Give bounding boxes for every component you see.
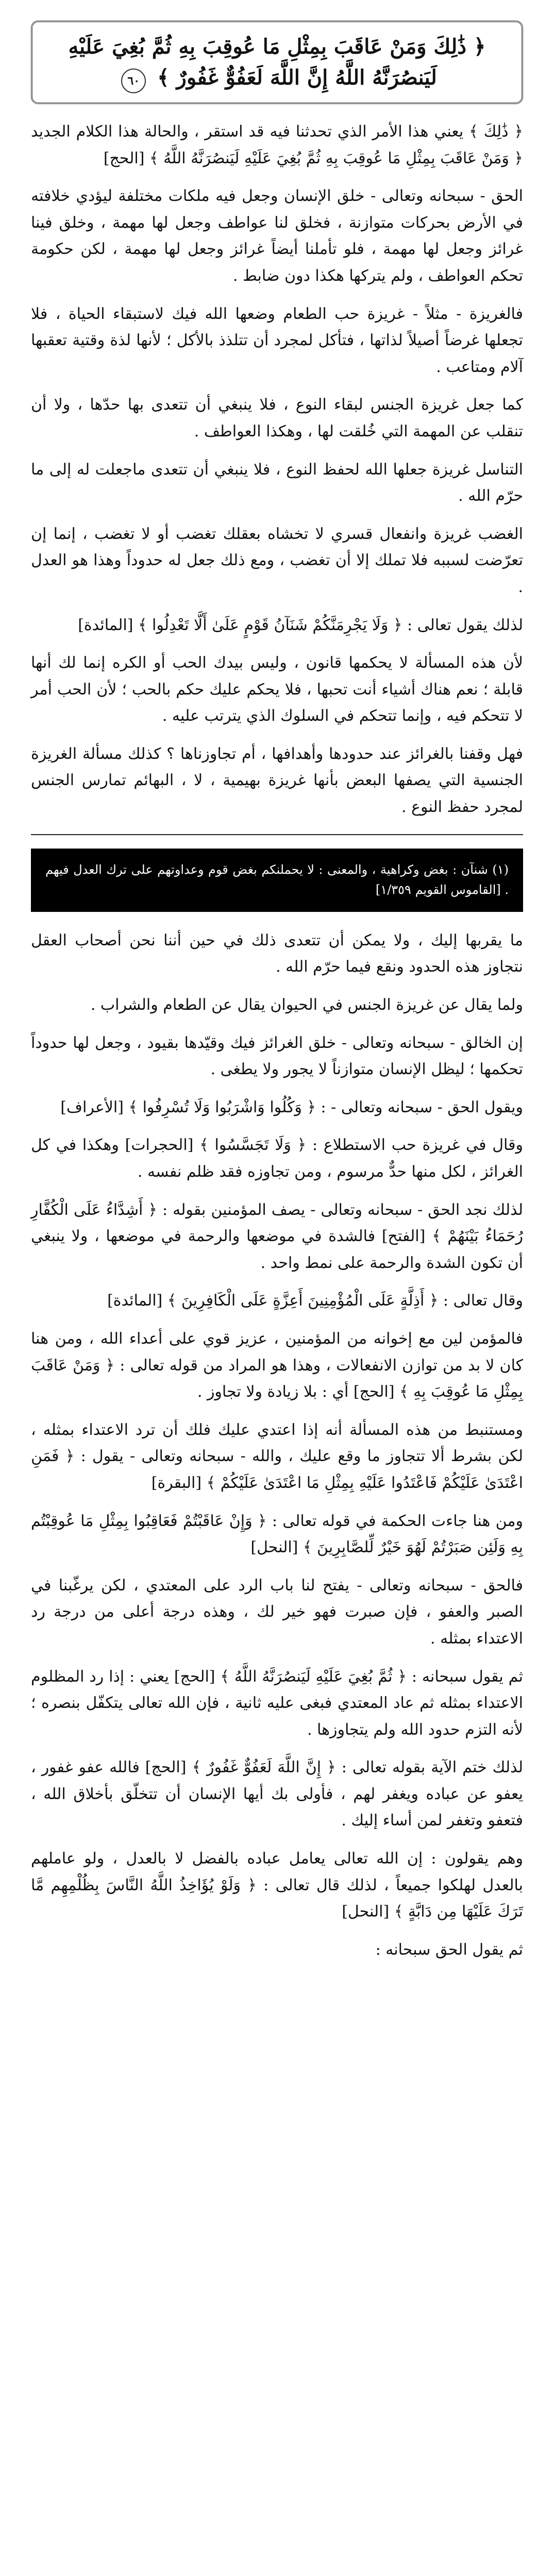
paragraph: ثم يقول الحق سبحانه : [375,1940,523,1959]
paragraph: ﴿ ذَٰلِكَ ﴾ يعني هذا الأمر الذي تحدثنا فيه قد استقر ، والحالة هذا الكلام الجديد ﴿ وَمَنْ عَاقَبَ بِمِثْلِ مَا عُوقِبَ بِهِ ثُمَّ بُغِيَ عَلَيْهِ لَيَنصُرَنَّهُ اللَّهُ ﴾ [الحج] [31,123,523,167]
paragraph: ثم يقول سبحانه : ﴿ ثُمَّ بُغِيَ عَلَيْهِ لَيَنصُرَنَّهُ اللَّهُ ﴾ [الحج] يعني : إذا رد المظلوم الاعتداء بمثله ثم عاد المعتدي فبغى عليه ثانية ، فإن الله تعالى يتكفّل بنصره ؛ لأنه التزم حدود الله ولم يتجاوزها . [31,1667,523,1739]
paragraph: الغضب غريزة وانفعال قسري لا تخشاه بعقلك تغضب أو لا تغضب ، إنما إن تعرّضت لسببه فلا تملك إلا أن تغضب ، ومع ذلك جعل له حدوداً وهذا هو العدل . [31,524,523,596]
paragraph: ومستنبط من هذه المسألة أنه إذا اعتدي عليك فلك أن ترد الاعتداء بمثله ، لكن بشرط ألا تتجاوز ما وقع عليك ، والله - سبحانه وتعالى - يقول : ﴿ فَمَنِ اعْتَدَىٰ عَلَيْكُمْ فَاعْتَدُوا عَلَيْهِ بِمِثْلِ مَا اعْتَدَىٰ عَلَيْكُمْ ﴾ [البقرة] [31,1420,523,1492]
paragraph: فالحق - سبحانه وتعالى - يفتح لنا باب الرد على المعتدي ، لكن يرغّبنا في الصبر والعفو ، فإن صبرت فهو خير لك ، وهذه درجة أعلى من درجة رد الاعتداء بمثله . [31,1576,523,1648]
paragraph: ومن هنا جاءت الحكمة في قوله تعالى : ﴿ وَإِنْ عَاقَبْتُمْ فَعَاقِبُوا بِمِثْلِ مَا عُوقِبْتُم بِهِ وَلَئِن صَبَرْتُمْ لَهُوَ خَيْرٌ لِّلصَّابِرِينَ ﴾ [النحل] [31,1512,523,1557]
verse-number: ٦٠ [121,69,146,93]
footnote: (١) شنآن : بغض وكراهية ، والمعنى : لا يحملنكم بغض قوم وعداوتهم على ترك العدل فيهم . [القاموس القويم ١/٣٥٩] [31,849,523,912]
verse-text: ﴿ ذَٰلِكَ وَمَنْ عَاقَبَ بِمِثْلِ مَا عُوقِبَ بِهِ ثُمَّ بُغِيَ عَلَيْهِ لَيَنصُرَنَّهُ اللَّهُ إِنَّ اللَّهَ لَعَفُوٌّ غَفُورٌ ﴾ [68,35,486,90]
paragraph: إن الخالق - سبحانه وتعالى - خلق الغرائز فيك وقيّدها بقيود ، وجعل لها حدوداً تحكمها ؛ ليظل الإنسان متوازناً لا يجور ولا يطغى . [31,1033,523,1079]
paragraph: لذلك نجد الحق - سبحانه وتعالى - يصف المؤمنين بقوله : ﴿ أَشِدَّاءُ عَلَى الْكُفَّارِ رُحَمَاءُ بَيْنَهُمْ ﴾ [الفتح] فالشدة في موضعها والرحمة في موضعها ، ولا ينبغي أن تكون الشدة والرحمة على نمط واحد . [31,1200,523,1272]
paragraph: لأن هذه المسألة لا يحكمها قانون ، وليس بيدك الحب أو الكره إنما لك أنها قابلة ؛ نعم هناك أشياء أنت تحبها ، فلا يحكم عليك حكم بالحب ؛ لأن الحب أمر لا تتحكم فيه ، وإنما تتحكم في السلوك الذي يترتب عليه . [31,654,523,725]
paragraph: ما يقربها إليك ، ولا يمكن أن تتعدى ذلك في حين أننا نحن أصحاب العقل نتجاوز هذه الحدود ونقع فيما حرّم الله . [31,931,523,976]
paragraph: ولما يقال عن غريزة الجنس في الحيوان يقال عن الطعام والشراب . [90,996,523,1014]
paragraph: لذلك يقول تعالى : ﴿ وَلَا يَجْرِمَنَّكُمْ شَنَآنُ قَوْمٍ عَلَىٰ أَلَّا تَعْدِلُوا ﴾ [المائدة] [78,616,523,634]
paragraph: لذلك ختم الآية بقوله تعالى : ﴿ إِنَّ اللَّهَ لَعَفُوٌّ غَفُورٌ ﴾ [الحج] فالله عفو غفور ، يعفو عن عباده ويغفر لهم ، فأولى بك أيها الإنسان أن تتخلّق بأخلاق الله ، فتعفو وتغفر لمن أساء إليك . [31,1758,523,1830]
paragraph: كما جعل غريزة الجنس لبقاء النوع ، فلا ينبغي أن تتعدى بها حدّها ، ولا أن تنقلب عن المهمة التي خُلقت لها ، وهكذا العواطف . [31,396,523,440]
paragraph: فالمؤمن لين مع إخوانه من المؤمنين ، عزيز قوي على أعداء الله ، ومن هنا كان لا بد من توازن الانفعالات ، وهذا هو المراد من قوله تعالى : ﴿ وَمَنْ عَاقَبَ بِمِثْلِ مَا عُوقِبَ بِهِ ﴾ [الحج] أي : بلا زيادة ولا تجاوز . [31,1329,523,1401]
paragraph: فهل وقفنا بالغرائز عند حدودها وأهدافها ، أم تجاوزناها ؟ كذلك مسألة الغريزة الجنسية التي يصفها البعض بأنها غريزة بهيمية ، لا ، البهائم تمارس الجنس لمجرد حفظ النوع . [31,744,523,817]
paragraph: ويقول الحق - سبحانه وتعالى - : ﴿ وَكُلُوا وَاشْرَبُوا وَلَا تُسْرِفُوا ﴾ [الأعراف] [60,1098,523,1116]
paragraph: فالغريزة - مثلاً - غريزة حب الطعام وضعها الله فيك لاستبقاء الحياة ، فلا تجعلها غرضاً أصيلاً لذاتها ، فتأكل لمجرد أن تتلذذ بالأكل ؛ لأنها لذة وقتية تعقبها آلام ومتاعب . [31,304,523,376]
paragraph: وقال في غريزة حب الاستطلاع : ﴿ وَلَا تَجَسَّسُوا ﴾ [الحجرات] وهكذا في كل الغرائز ، لكل منها حدٌّ مرسوم ، ومن تجاوزه فقد ظلم نفسه . [31,1136,523,1181]
paragraph: الحق - سبحانه وتعالى - خلق الإنسان وجعل فيه ملكات مختلفة ليؤدي خلافته في الأرض بحركات متوازنة ، فخلق لنا عواطف وجعل لها مهمة ، وخلق فينا غرائز وجعل لها مهمة ، فلو تأملنا أيضاً غرائز وجعل لها مهمة ، لكن حكومة تحكم العواطف ، ولم يتركها هكذا دون ضابط . [31,187,523,285]
paragraph: التناسل غريزة جعلها الله لحفظ النوع ، فلا ينبغي أن تتعدى ماجعلت له إلى ما حرّم الله . [31,460,523,505]
paragraph: وهم يقولون : إن الله تعالى يعامل عباده بالفضل لا بالعدل ، ولو عاملهم بالعدل لهلكوا جميعاً ، لذلك قال تعالى : ﴿ وَلَوْ يُؤَاخِذُ اللَّهُ النَّاسَ بِظُلْمِهِم مَّا تَرَكَ عَلَيْهَا مِن دَابَّةٍ ﴾ [النحل] [31,1850,523,1921]
paragraph: وقال تعالى : ﴿ أَذِلَّةٍ عَلَى الْمُؤْمِنِينَ أَعِزَّةٍ عَلَى الْكَافِرِينَ ﴾ [المائدة] [107,1292,523,1310]
verse-banner-top [31,21,523,104]
footnote-divider [31,834,523,835]
